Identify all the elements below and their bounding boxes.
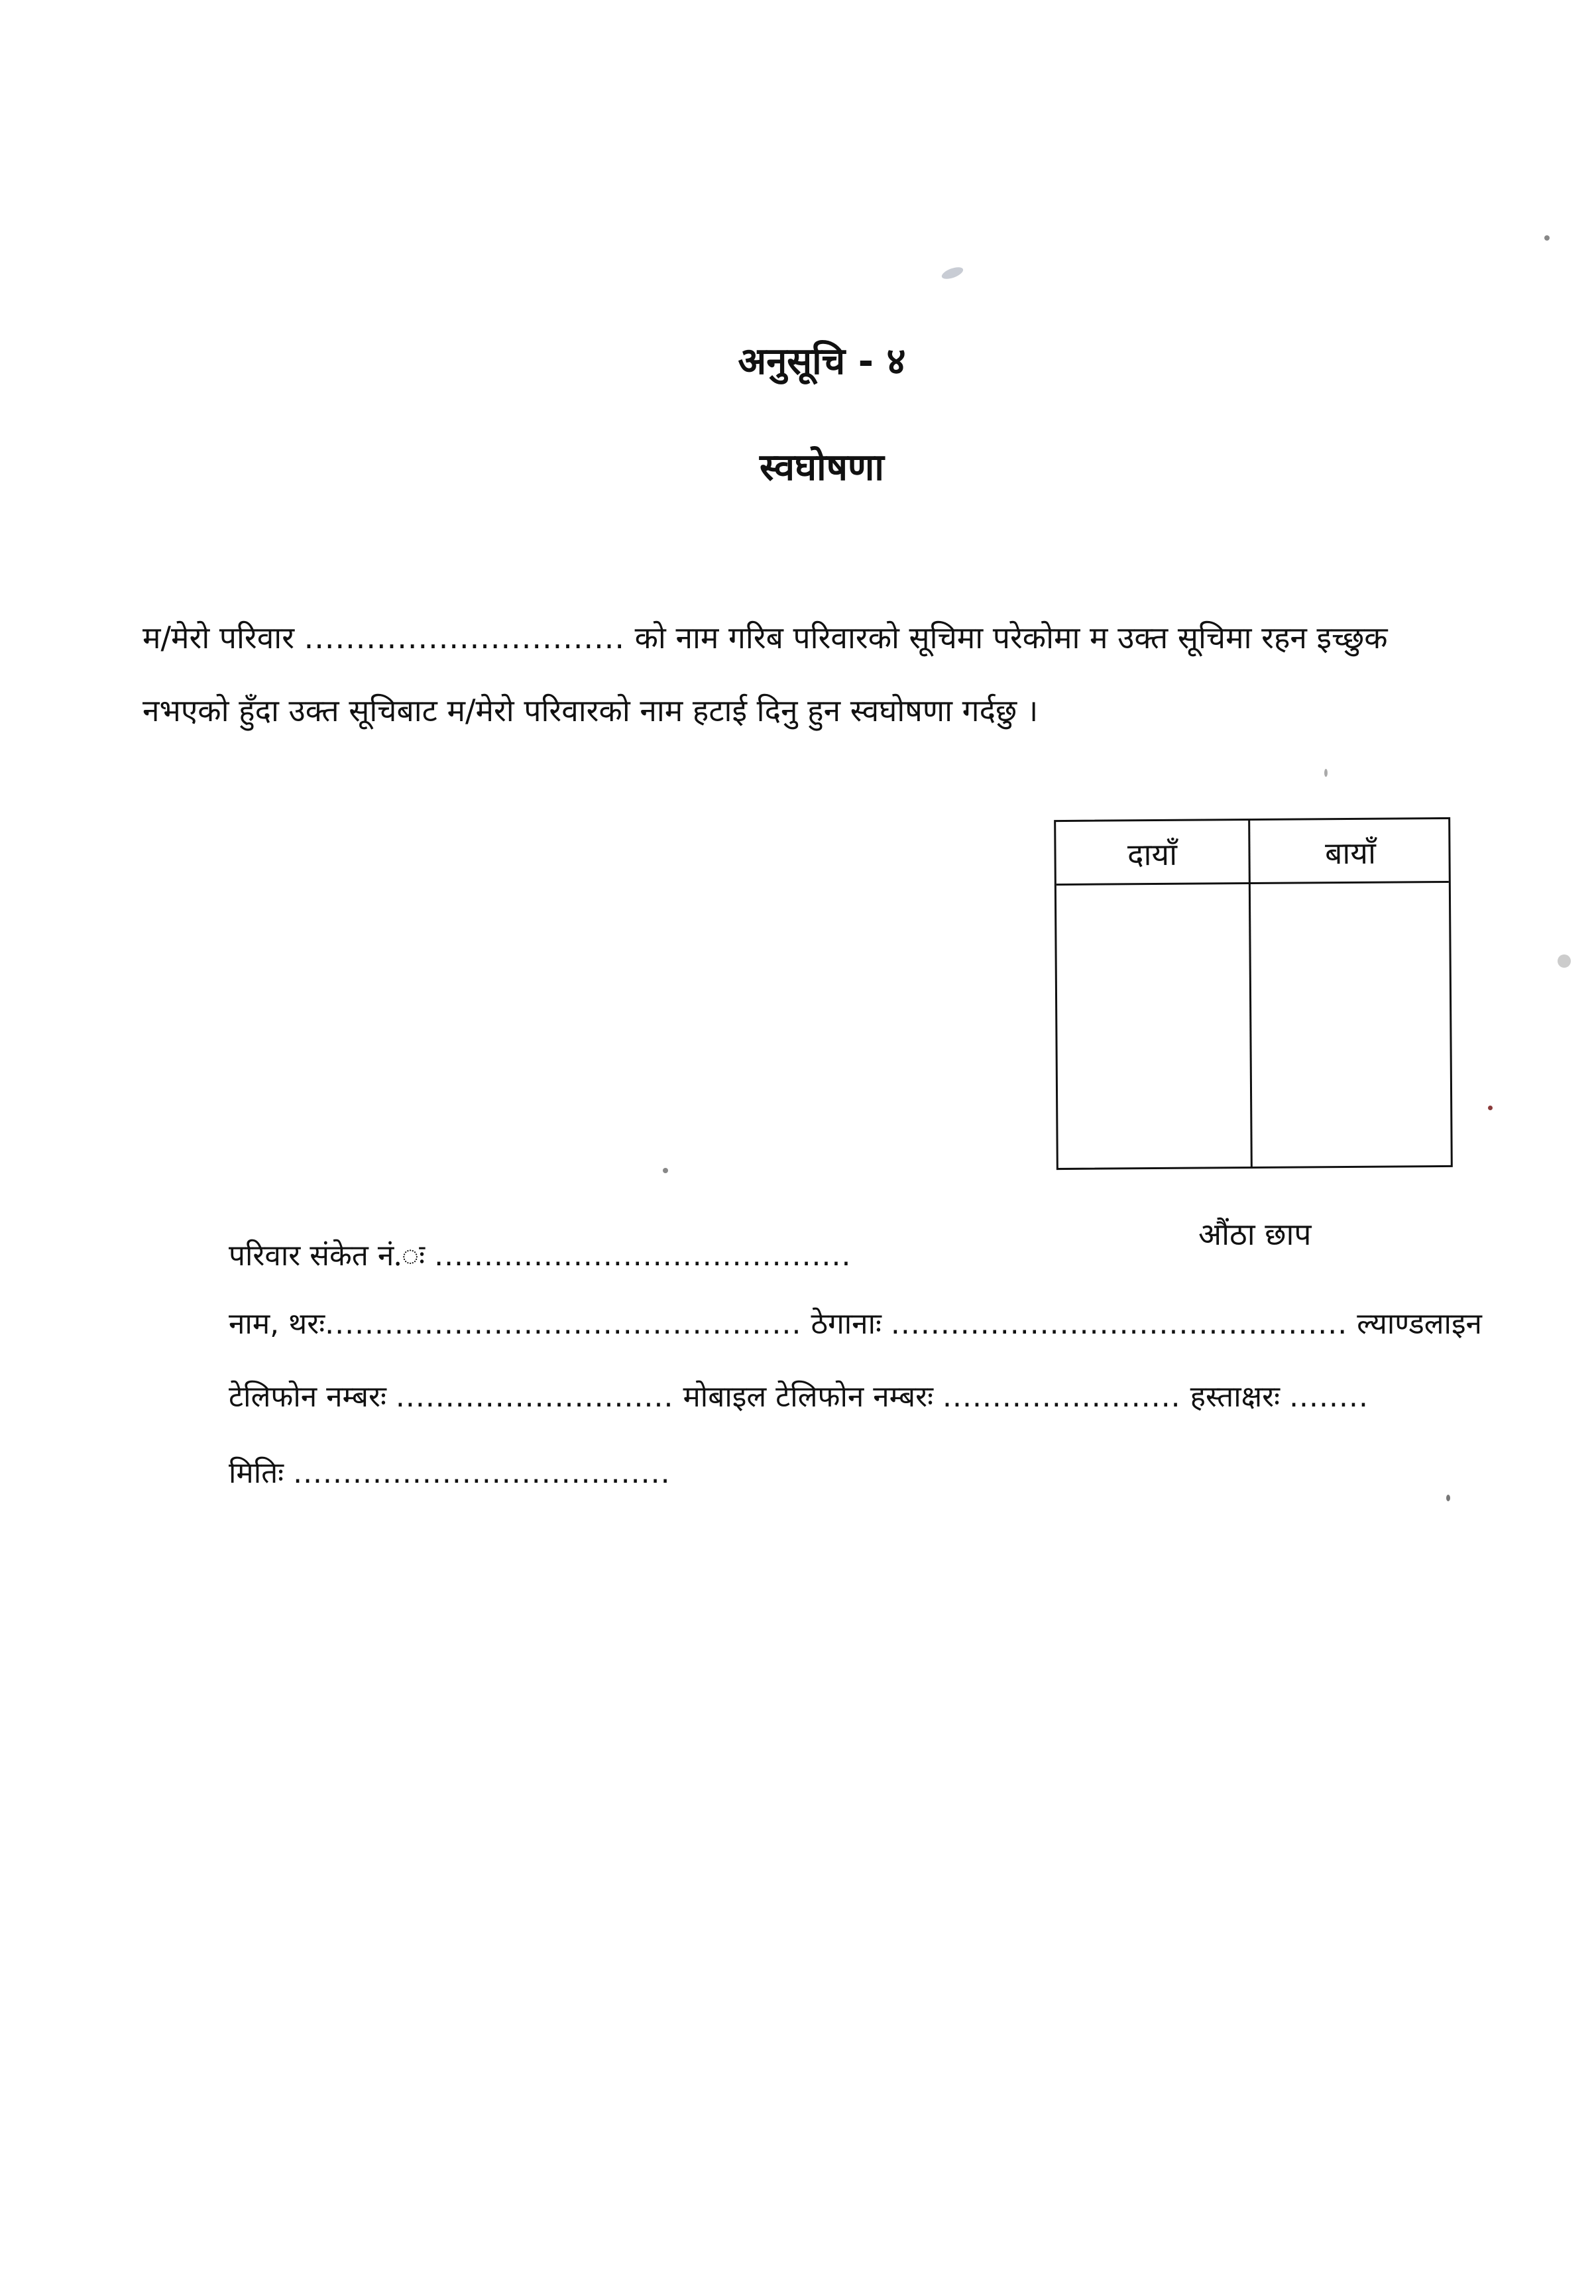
date-label: मितिः: [229, 1456, 284, 1490]
declaration-line-1: [142, 616, 1388, 658]
declaration-continued-text: को नाम गरिब परिवारको सूचिमा परेकोमा म उक्त सूचिमा रहन इच्छुक: [634, 620, 1388, 656]
thumbprint-box: [1054, 817, 1453, 1170]
landline-label: ल्याण्डलाइन: [1357, 1307, 1482, 1341]
scan-speck: [663, 1168, 668, 1173]
family-name-blank[interactable]: ...............................: [304, 620, 625, 656]
declaration-line-2: नभएको हुँदा उक्त सूचिबाट म/मेरो परिवारको नाम हटाई दिनु हुन स्वघोषणा गर्दछु ।: [142, 693, 1039, 728]
family-code-label: परिवार संकेत नं.ः: [229, 1239, 426, 1273]
scan-speck: [1544, 235, 1550, 241]
name-blank[interactable]: ................................................: [325, 1307, 802, 1341]
right-thumb-label: दायाँ: [1127, 836, 1178, 873]
mobile-blank[interactable]: ........................: [942, 1380, 1181, 1414]
address-blank[interactable]: ..............................................: [890, 1307, 1348, 1341]
thumbprint-caption: औंठा छाप: [1198, 1216, 1312, 1252]
address-label: ठेगानाः: [811, 1307, 882, 1341]
phone-blank[interactable]: ............................: [395, 1380, 674, 1414]
scan-speck: [1446, 1495, 1450, 1501]
scan-speck: [940, 265, 965, 282]
scan-speck: [1324, 769, 1328, 777]
declaration-start-text: म/मेरो परिवार: [142, 620, 295, 656]
date-blank[interactable]: ......................................: [293, 1456, 671, 1490]
scan-speck: [1558, 954, 1571, 968]
left-thumb-label: बायाँ: [1324, 834, 1377, 872]
family-code-blank[interactable]: ..........................................: [434, 1239, 852, 1273]
signature-label: हस्ताक्षरः: [1190, 1380, 1281, 1414]
scan-speck: [1488, 1106, 1493, 1110]
phone-row: [229, 1375, 1369, 1415]
mobile-label: मोबाइल टेलिफोन नम्बरः: [683, 1380, 933, 1414]
signature-blank[interactable]: ........: [1289, 1380, 1369, 1414]
document-title: स्वघोषणा: [760, 446, 884, 489]
date-row: [229, 1452, 671, 1491]
name-address-row: [229, 1302, 1482, 1342]
family-code-row: [229, 1234, 852, 1274]
schedule-number: अनुसूचि - ४: [738, 340, 906, 383]
phone-label: टेलिफोन नम्बरः: [229, 1380, 386, 1414]
name-label: नाम, थरः: [229, 1307, 325, 1341]
